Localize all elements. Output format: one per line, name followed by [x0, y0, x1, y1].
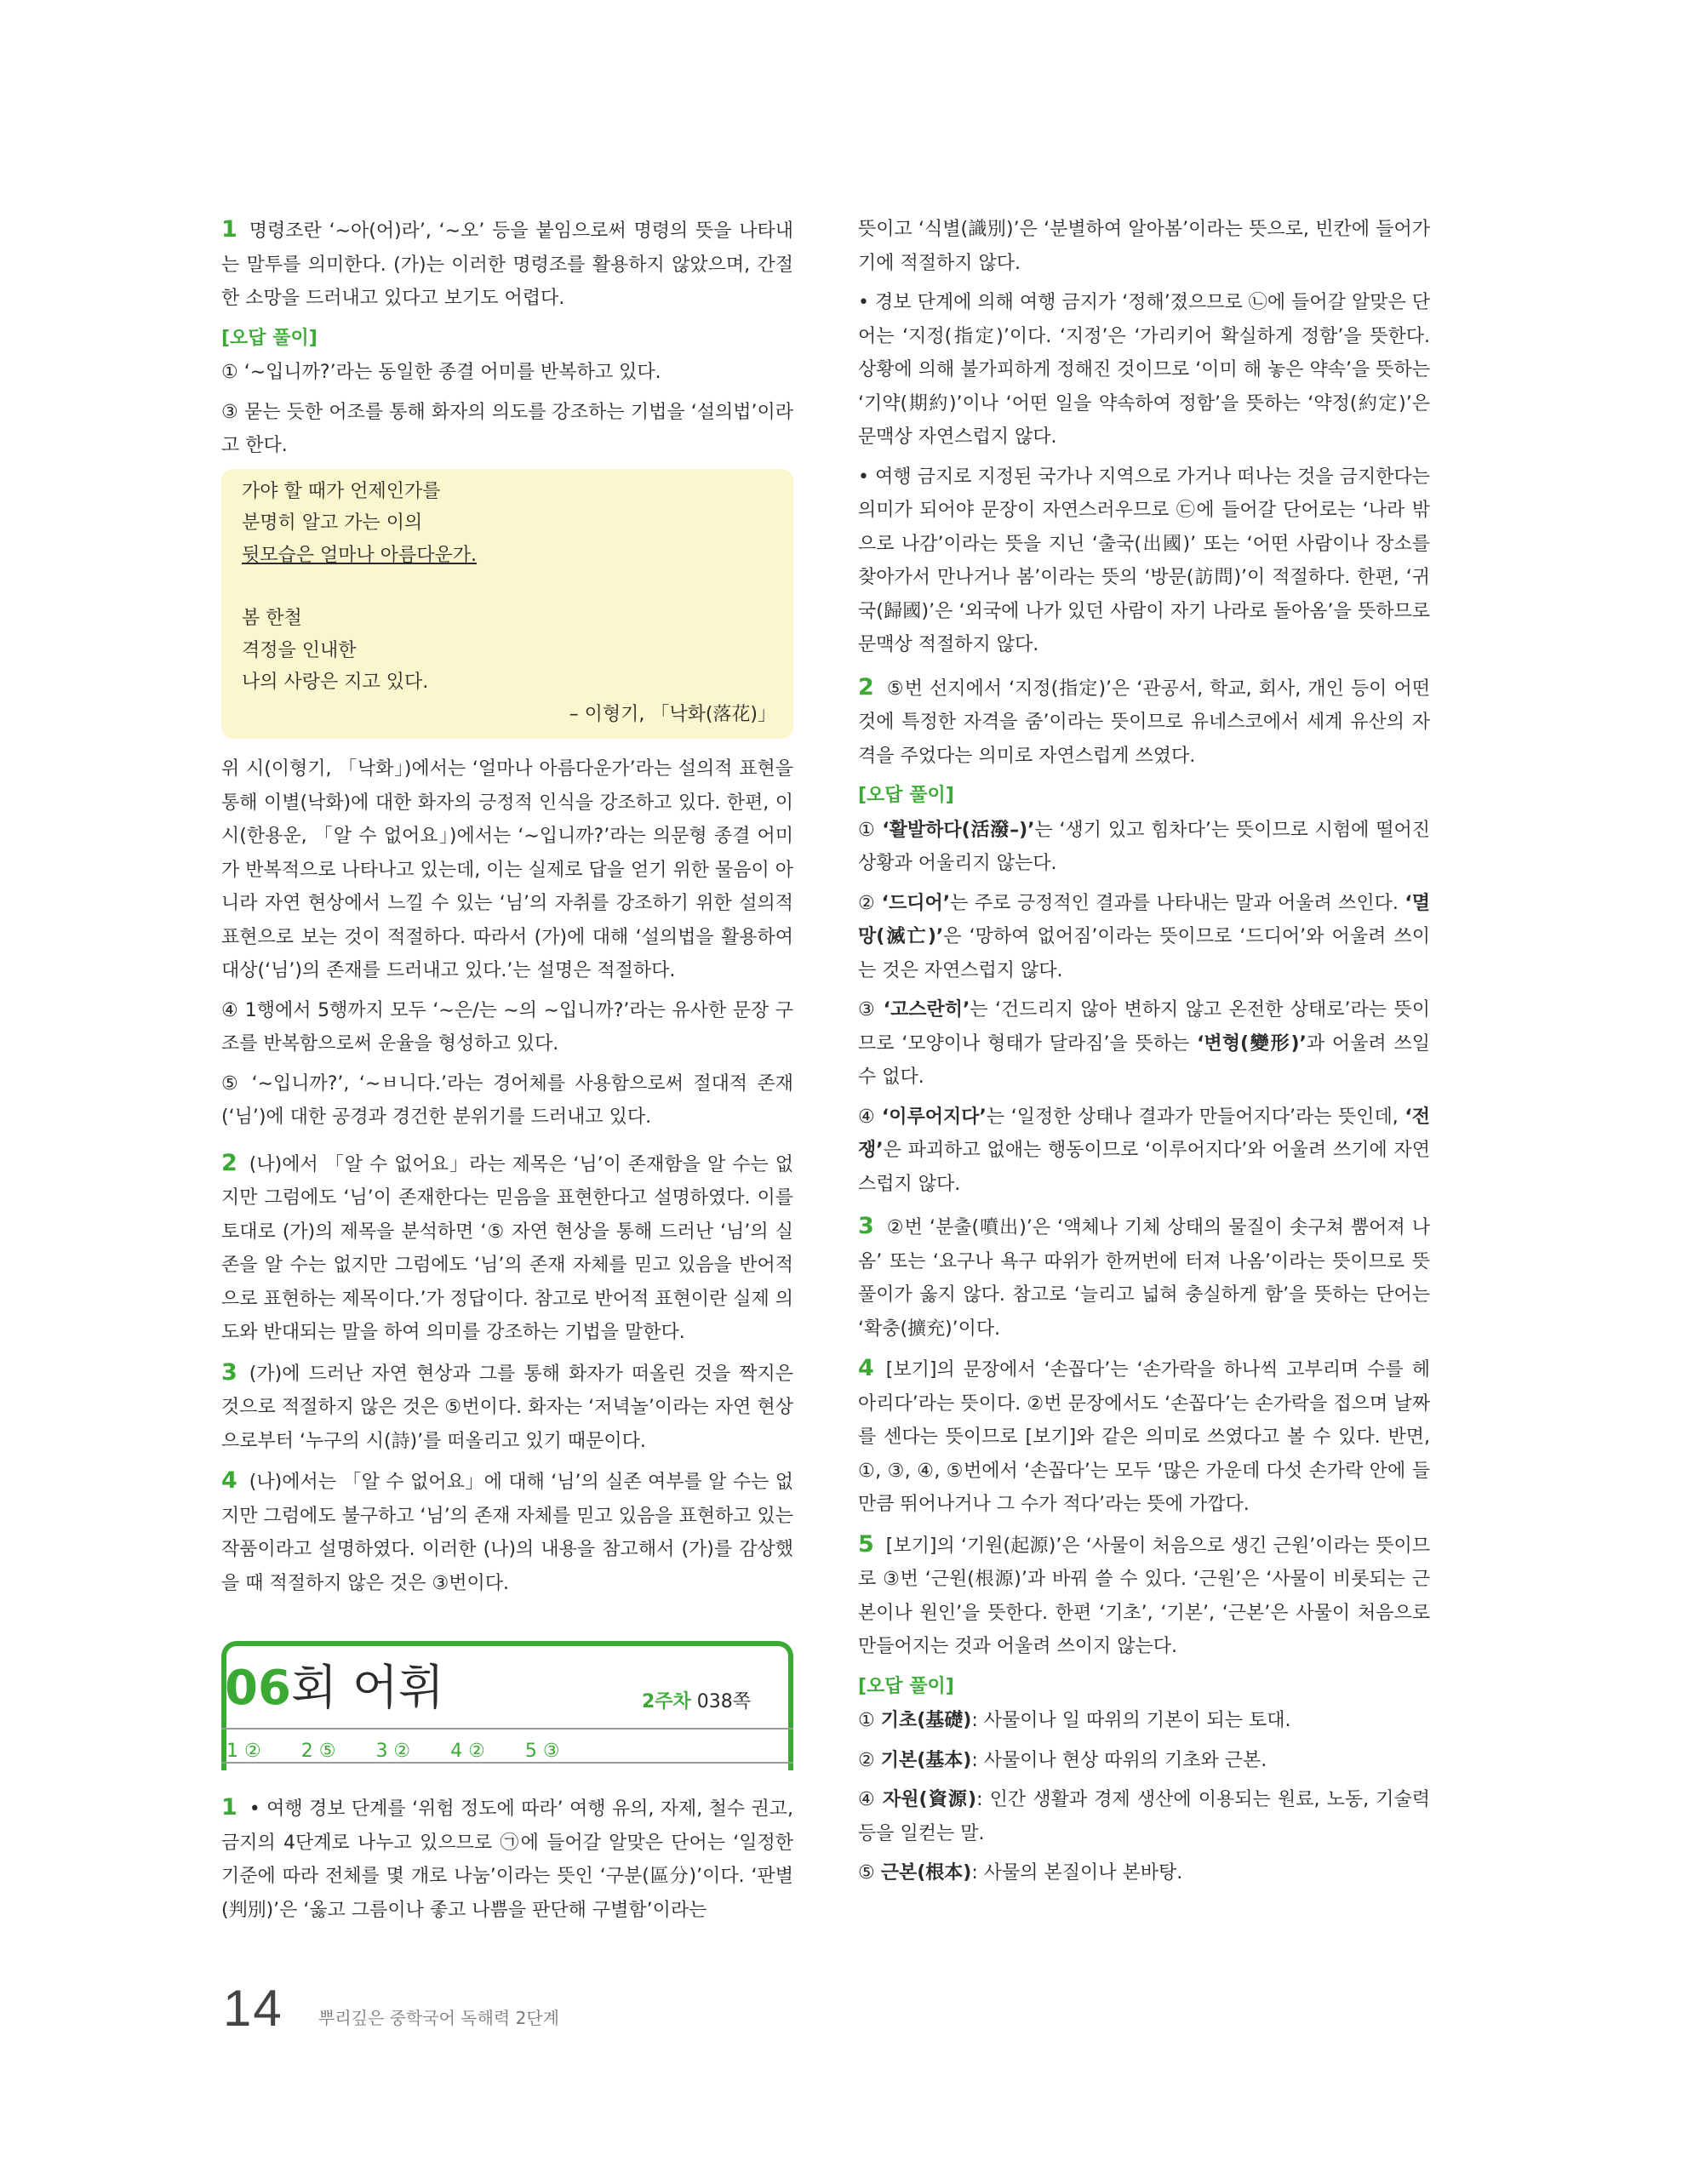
answer-key-item: 4 ②: [450, 1741, 485, 1762]
definition-4: ④ 자원(資源): 인간 생활과 경제 생산에 이용되는 원료, 노동, 기술력 등을 일컫는 말.: [858, 1789, 1431, 1844]
answer-key-item: 3 ②: [375, 1741, 411, 1762]
answer-3: [858, 1209, 1430, 1346]
answer-key-item: 5 ③: [524, 1741, 560, 1762]
answer-text: [보기]의 ‘기원(起源)’은 ‘사물이 처음으로 생긴 근원’이라는 뜻이므로 ③번 ‘근원(根源)’과 바꿔 쓸 수 있다. ‘근원’은 ‘사물이 비롯되는 근본이나 원인’을 뜻한다. 한편 ‘기초’, ‘기본’, ‘근본’은 사물이 처음으로 만들어지는 것과 어울려 쓰이지 않는다.: [858, 1535, 1430, 1657]
book-title: 뿌리깊은 중학국어 독해력 2단계: [318, 2008, 559, 2028]
wrong-answer-3: ③ ‘고스란히’는 ‘건드리지 않아 변하지 않고 온전한 상태로’라는 뜻이므로 ‘모양이나 형태가 달라짐’을 뜻하는 ‘변형(變形)’과 어울려 쓰일 수 없다.: [858, 999, 1431, 1088]
answer-4: [858, 1352, 1430, 1522]
section-number: 06: [225, 1661, 291, 1716]
definition-1: ① 기초(基礎): 사물이나 일 따위의 기본이 되는 토대.: [858, 1710, 1291, 1731]
keyword: ‘멸망(滅亡)’: [858, 892, 1430, 947]
wrong-answer-3: ③ 묻는 듯한 어조를 통해 화자의 의도를 강조하는 기법을 ‘설의법’이라고 한다.: [221, 401, 793, 456]
answer-4: [221, 1464, 793, 1600]
section-header: [221, 1641, 793, 1767]
keyword: ‘이루어지다’: [881, 1106, 987, 1128]
answer-key-item: 1 ②: [226, 1741, 261, 1762]
divider: [221, 1762, 793, 1764]
right-column: [858, 213, 1430, 1896]
wrong-answer-5: ⑤ ‘∼입니까?’, ‘∼ㅂ니다.’라는 경어체를 사용함으로써 절대적 존재(‘님’)에 대한 공경과 경건한 분위기를 드러내고 있다.: [221, 1072, 793, 1128]
poem-source: – 이형기, 「낙화(落花)」: [569, 703, 776, 725]
answer-1: [221, 213, 793, 316]
wrong-answer-heading: [오답 풀이]: [221, 327, 318, 349]
page-number: 14: [223, 1980, 283, 2037]
answer-text: (가)에 드러난 자연 현상과 그를 통해 화자가 떠올린 것을 짝지은 것으로 적절하지 않은 것은 ⑤번이다. 화자는 ‘저녁놀’이라는 자연 현상으로부터 ‘누구의 시(詩)’를 떠올리고 있기 때문이다.: [221, 1363, 793, 1452]
poem-line: 분명히 알고 가는 이의: [242, 512, 423, 534]
poem-line: 봄 한철: [242, 608, 302, 629]
page-footer: [223, 1979, 559, 2038]
page-ref: 038쪽: [690, 1691, 751, 1712]
wrong-answer-2: ② ‘드디어’는 주로 긍정적인 결과를 나타내는 말과 어울려 쓰인다. ‘멸망(滅亡)’은 ‘망하여 없어짐’이라는 뜻이므로 ‘드디어’와 어울려 쓰이는 것은 자연스럽지 않다.: [858, 892, 1430, 981]
poem-box: [221, 469, 793, 740]
keyword: 자원(資源): [883, 1789, 977, 1810]
keyword: 근본(根本): [880, 1862, 972, 1884]
answer-2: [221, 1146, 793, 1350]
section-name: 회 어휘: [290, 1661, 445, 1716]
answer-text: 명령조란 ‘∼아(어)라’, ‘∼오’ 등을 붙임으로써 명령의 뜻을 나타내는 말투를 의미한다. (가)는 이러한 명령조를 활용하지 않았으며, 간절한 소망을 드러내고 있다고 보기도 어렵다.: [221, 220, 793, 309]
question-number: 3: [858, 1213, 874, 1239]
paragraph: 뜻이고 ‘식별(識別)’은 ‘분별하여 알아봄’이라는 뜻으로, 빈칸에 들어가기에 적절하지 않다.: [858, 219, 1430, 274]
question-number: 2: [858, 673, 874, 700]
answer-text: (나)에서 「알 수 없어요」라는 제목은 ‘님’이 존재함을 알 수는 없지만 그럼에도 ‘님’이 존재한다는 믿음을 표현한다고 설명하였다. 이를 토대로 (가)의 제목을 분석하면 ‘⑤ 자연 현상을 통해 드러난 ‘님’의 실존을 알 수는 없지만 그럼에도 ‘님’의 존재 자체를 믿고 있음을 반어적으로 표현하는 제목이다.’가 정답이다. 참고로 반어적 표현이란 실제 의도와 반대되는 말을 하여 의미를 강조하는 기법을 말한다.: [221, 1153, 793, 1343]
answer-key-item: 2 ⑤: [300, 1741, 336, 1762]
poem-line: 가야 할 때가 언제인가를: [242, 480, 441, 502]
question-number: 4: [858, 1355, 874, 1381]
wrong-answer-1: ① ‘활발하다(活潑–)’는 ‘생기 있고 힘차다’는 뜻이므로 시험에 떨어진 상황과 어울리지 않는다.: [858, 819, 1430, 874]
week-label: 2주차: [641, 1691, 691, 1712]
keyword: 기초(基礎): [880, 1710, 972, 1731]
answer-text: [보기]의 문장에서 ‘손꼽다’는 ‘손가락을 하나씩 고부리며 수를 헤아리다’라는 뜻이다. ②번 문장에서도 ‘손꼽다’는 손가락을 접으며 날짜를 센다는 뜻이므로 [보기]와 같은 의미로 쓰였다고 볼 수 있다. 반면, ①, ③, ④, ⑤번에서 ‘손꼽다’는 모두 ‘많은 가운데 다섯 손가락 안에 들 만큼 뛰어나거나 그 수가 적다’라는 뜻에 가깝다.: [858, 1359, 1430, 1515]
keyword: ‘활발하다(活潑–)’: [882, 819, 1035, 841]
left-column: [221, 213, 793, 1933]
answer-5: [858, 1528, 1430, 1664]
answer-text: ②번 ‘분출(噴出)’은 ‘액체나 기체 상태의 물질이 솟구쳐 뿜어져 나옴’ 또는 ‘요구나 욕구 따위가 한꺼번에 터져 나옴’이라는 뜻이므로 뜻풀이가 옳지 않다. 참고로 ‘늘리고 넓혀 충실하게 함’을 뜻하는 단어는 ‘확충(擴充)’이다.: [858, 1217, 1430, 1340]
answer-text: (나)에서는 「알 수 없어요」에 대해 ‘님’의 실존 여부를 알 수는 없지만 그럼에도 불구하고 ‘님’의 존재 자체를 믿고 있음을 표현하고 있는 작품이라고 설명하였다. 이러한 (나)의 내용을 참고해서 (가)를 감상했을 때 적절하지 않은 것은 ③번이다.: [221, 1472, 793, 1594]
paragraph: • 여행 금지로 지정된 국가나 지역으로 가거나 떠나는 것을 금지한다는 의미가 되어야 문장이 자연스러우므로 ㉢에 들어갈 단어로는 ‘나라 밖으로 나감’이라는 뜻을 지닌 ‘출국(出國)’ 또는 ‘어떤 사람이나 장소를 찾아가서 만나거나 봄’이라는 뜻의 ‘방문(訪問)’이 적절하다. 한편, ‘귀국(歸國)’은 ‘외국에 나가 있던 사람이 자기 나라로 돌아옴’을 뜻하므로 문맥상 적절하지 않다.: [858, 466, 1430, 655]
question-number: 3: [221, 1358, 237, 1386]
answer-3: [221, 1356, 793, 1459]
keyword: ‘드디어’: [881, 892, 951, 914]
question-number: 1: [221, 1794, 237, 1821]
answer-text: • 여행 경보 단계를 ‘위험 정도에 따라’ 여행 유의, 자제, 철수 권고, 금지의 4단계로 나누고 있으므로 ㉠에 들어갈 알맞은 단어는 ‘일정한 기준에 따라 전체를 몇 개로 나눔’이라는 뜻인 ‘구분(區分)’이다. ‘판별(判別)’은 ‘옳고 그름이나 좋고 나쁨을 판단해 구별함’이라는: [221, 1798, 793, 1921]
paragraph: • 경보 단계에 의해 여행 금지가 ‘정해’졌으므로 ㉡에 들어갈 알맞은 단어는 ‘지정(指定)’이다. ‘지정’은 ‘가리키어 확실하게 정함’을 뜻한다. 상황에 의해 불가피하게 정해진 것이므로 ‘이미 해 놓은 약속’을 뜻하는 ‘기약(期約)’이나 ‘어떤 일을 약속하여 정함’을 뜻하는 ‘약정(約定)’은 문맥상 자연스럽지 않다.: [858, 292, 1430, 448]
keyword: 기본(基本): [880, 1749, 972, 1771]
question-number: 4: [221, 1467, 237, 1494]
poem-underlined: 뒷모습은 얼마나 아름다운가.: [242, 544, 478, 566]
keyword: ‘전쟁’: [858, 1106, 1430, 1161]
definition-5: ⑤ 근본(根本): 사물의 본질이나 본바탕.: [858, 1862, 1183, 1884]
poem-line: 나의 사랑은 지고 있다.: [242, 672, 429, 693]
wrong-answer-heading: [오답 풀이]: [858, 785, 954, 806]
keyword: ‘고스란히’: [883, 999, 970, 1021]
wrong-answer-4: ④ 1행에서 5행까지 모두 ‘∼은/는 ∼의 ∼입니까?’라는 유사한 문장 구조를 반복함으로써 운율을 형성하고 있다.: [221, 999, 793, 1055]
answer-2: [858, 671, 1430, 774]
keyword: ‘변형(變形)’: [1197, 1032, 1307, 1055]
section-page-ref: [642, 1685, 751, 1719]
question-number: 2: [221, 1149, 237, 1176]
poem-explanation: 위 시(이형기, 「낙화」)에서는 ‘얼마나 아름다운가’라는 설의적 표현을 통해 이별(낙화)에 대한 화자의 긍정적 인식을 강조하고 있다. 한편, 이 시(한용운, 「알 수 없어요」)에서는 ‘∼입니까?’라는 의문형 종결 어미가 반복적으로 나타나고 있는데, 이는 실제로 답을 얻기 위한 물음이 아니라 자연 현상에서 느낄 수 있는 ‘님’의 자취를 강조하기 위한 설의적 표현으로 보는 것이 적절하다. 따라서 (가)에 대해 ‘설의법을 활용하여 대상(‘님’)의 존재를 드러내고 있다.’는 설명은 적절하다.: [221, 758, 793, 981]
poem-line: 격정을 인내한: [242, 639, 357, 661]
section-answer-1: [221, 1791, 793, 1927]
section-title: [225, 1661, 444, 1716]
question-number: 5: [858, 1530, 874, 1558]
wrong-answer-4: ④ ‘이루어지다’는 ‘일정한 상태나 결과가 만들어지다’라는 뜻인데, ‘전쟁’은 파괴하고 없애는 행동이므로 ‘이루어지다’와 어울려 쓰기에 자연스럽지 않다.: [858, 1106, 1430, 1195]
wrong-answer-heading: [오답 풀이]: [858, 1675, 954, 1697]
question-number: 1: [221, 216, 237, 243]
answer-text: ⑤번 선지에서 ‘지정(指定)’은 ‘관공서, 학교, 회사, 개인 등이 어떤 것에 특정한 자격을 줌’이라는 뜻이므로 유네스코에서 세계 유산의 자격을 주었다는 의미로 자연스럽게 쓰였다.: [858, 677, 1430, 767]
divider: [221, 1728, 793, 1729]
poem-blank-line: [242, 571, 776, 603]
definition-2: ② 기본(基本): 사물이나 현상 따위의 기초와 근본.: [858, 1749, 1267, 1771]
poem-line: [242, 540, 776, 572]
wrong-answer-1: ① ‘∼입니까?’라는 동일한 종결 어미를 반복하고 있다.: [221, 362, 661, 383]
